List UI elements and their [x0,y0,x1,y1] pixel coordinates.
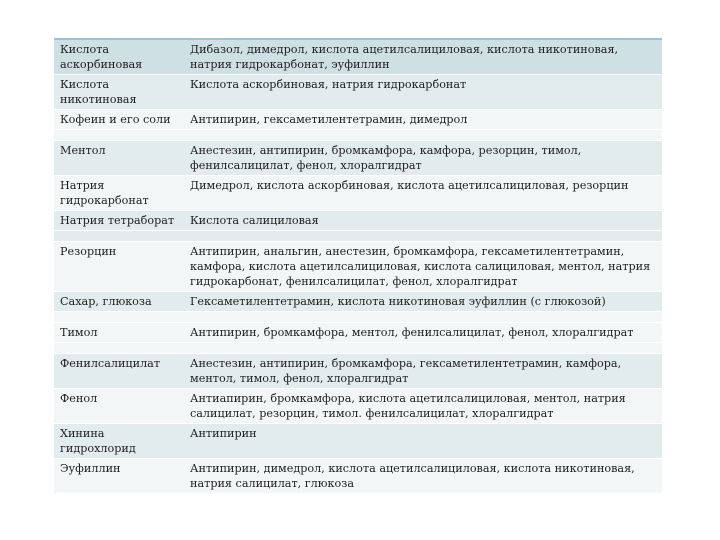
substance-cell: Натрия тетраборат [54,211,184,231]
substance-cell: Фенол [54,389,184,424]
table-row [54,424,662,459]
table-row [54,323,662,343]
incompatible-cell: Гексаметилентетрамин, кислота никотиновая эуфиллин (с глюкозой) [184,292,662,312]
table-row [54,211,662,231]
table-row [54,75,662,110]
incompatible-cell: Антипирин, бромкамфора, ментол, фенилсалицилат, фенол, хлоралгидрат [184,323,662,343]
table-row [54,292,662,312]
substance-cell: Эуфиллин [54,459,184,494]
incompatible-cell: Антипирин [184,424,662,459]
substance-cell: Ментол [54,141,184,176]
substance-cell: Тимол [54,323,184,343]
incompatible-cell: Антипирин, гексаметилентетрамин, димедрол [184,110,662,130]
substance-cell: Сахар, глюкоза [54,292,184,312]
table-row [54,110,662,130]
table-row [54,389,662,424]
incompatible-cell: Анестезин, антипирин, бромкамфора, гексаметилентетрамин, камфора, ментол, тимол, фенол, хлоралгидрат [184,354,662,389]
incompatible-cell: Кислота аскорбиновая, натрия гидрокарбонат [184,75,662,110]
incompatible-cell: Антипирин, димедрол, кислота ацетилсалициловая, кислота никотиновая, натрия салицилат, глюкоза [184,459,662,494]
substance-cell: Резорцин [54,242,184,292]
incompatible-cell: Димедрол, кислота аскорбиновая, кислота ацетилсалициловая, резорцин [184,176,662,211]
row-gap [54,231,662,242]
row-gap [54,130,662,141]
substance-cell: Кофеин и его соли [54,110,184,130]
incompatibility-table [54,38,662,494]
table-row [54,459,662,494]
incompatible-cell: Кислота салициловая [184,211,662,231]
substance-cell: Натрия гидрокарбонат [54,176,184,211]
row-gap [54,312,662,323]
substance-cell: Хинина гидрохлорид [54,424,184,459]
incompatible-cell: Дибазол, димедрол, кислота ацетилсалициловая, кислота никотиновая, натрия гидрокарбонат, эуфиллин [184,39,662,75]
table-row [54,39,662,75]
incompatible-cell: Анестезин, антипирин, бромкамфора, камфора, резорцин, тимол, фенилсалицилат, фенол, хлоралгидрат [184,141,662,176]
substance-cell: Кислота никотиновая [54,75,184,110]
table-row [54,354,662,389]
table-row [54,242,662,292]
incompatible-cell: Антипирин, анальгин, анестезин, бромкамфора, гексаметилентетрамин, камфора, кислота ацетилсалициловая, кислота салициловая, ментол, натрия гидрокарбонат, фенилсалицилат, фенол, хлоралгидрат [184,242,662,292]
table-row [54,176,662,211]
substance-cell: Фенилсалицилат [54,354,184,389]
row-gap [54,343,662,354]
substance-cell: Кислота аскорбиновая [54,39,184,75]
table-row [54,141,662,176]
incompatible-cell: Антиапирин, бромкамфора, кислота ацетилсалициловая, ментол, натрия салицилат, резорцин, тимол. фенилсалицилат, хлоралгидрат [184,389,662,424]
